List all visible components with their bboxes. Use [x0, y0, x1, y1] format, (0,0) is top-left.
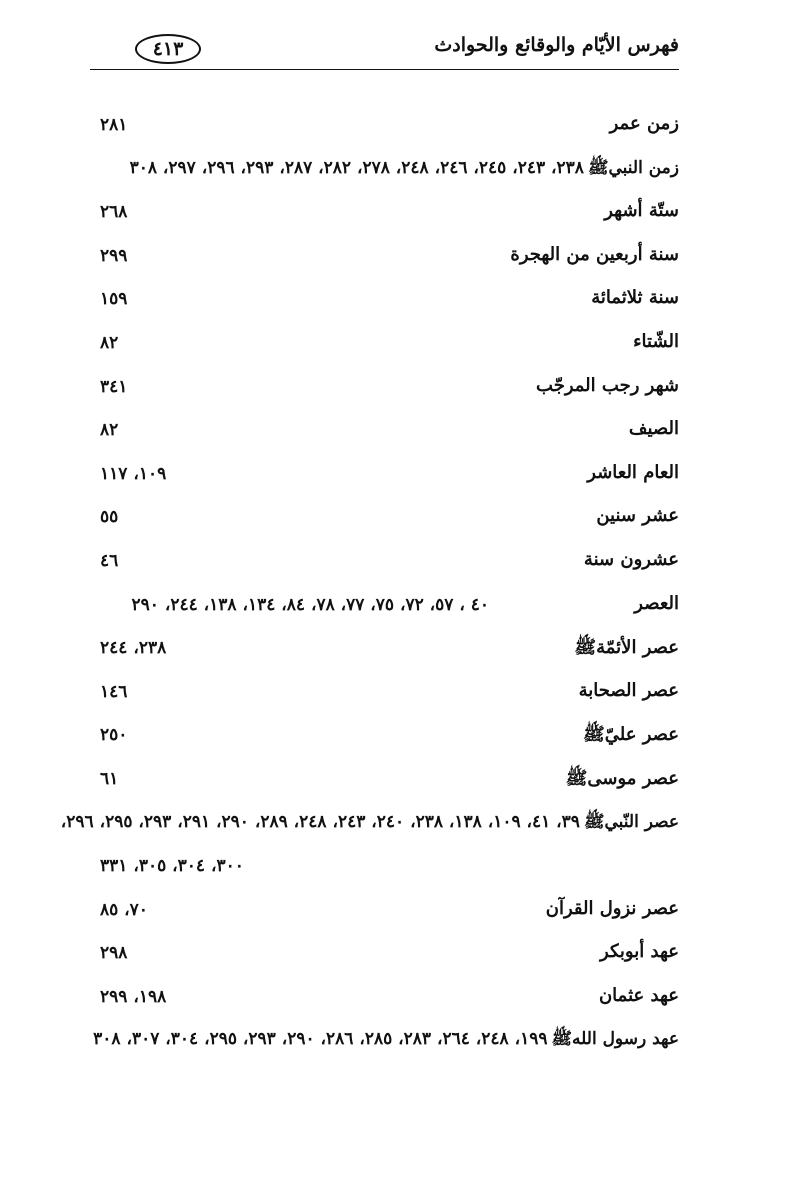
index-pages: ٢٣٨، ٢٤٣، ٢٤٥، ٢٤٦، ٢٤٨، ٢٧٨، ٢٨٢، ٢٨٧، ٢٩٣، ٢٩٦، ٢٩٧، ٣٠٨ [129, 157, 584, 178]
index-entries [60, 113, 679, 1072]
page-number: ٤١٣ [135, 34, 201, 64]
index-pages: ٢٩٨ [100, 943, 128, 964]
index-pages: ٣٠٠، ٣٠٤، ٣٠٥، ٣٣١ [100, 856, 244, 877]
index-entry [100, 767, 679, 811]
index-pages: ٧٠، ٨٥ [100, 899, 148, 920]
index-entry [100, 985, 679, 1029]
index-term: عصر الأئمّةﷺ [574, 637, 679, 659]
index-term: سنة أربعين من الهجرة [510, 243, 679, 265]
index-entry [100, 200, 679, 244]
index-entry [100, 113, 679, 157]
index-term: عصر نزول القرآن [545, 897, 679, 919]
index-pages: ١٤٦ [100, 681, 128, 702]
index-entry [100, 462, 679, 506]
index-entry [100, 331, 679, 375]
index-entry [100, 898, 679, 942]
index-term: زمن عمر [609, 113, 679, 134]
index-term: عصر الصحابة [578, 679, 679, 701]
index-pages: ٢٩٩ [100, 245, 128, 266]
index-entry [100, 244, 679, 288]
index-term: عشر سنين [596, 505, 679, 527]
index-pages: ٢٣٨، ٢٤٤ [100, 638, 167, 659]
index-term: عصر عليّﷺ [583, 724, 679, 746]
index-pages: ١٩٩، ٢٤٨، ٢٦٤، ٢٨٣، ٢٨٥، ٢٨٦، ٢٩٠، ٢٩٣، ٢٩٥، ٣٠٤، ٣٠٧، ٣٠٨ [93, 1029, 548, 1050]
index-term: زمن النبيﷺ [587, 157, 679, 178]
index-entry-continuation [100, 854, 679, 898]
index-entry [60, 811, 679, 855]
index-term: سنة ثلاثمائة [591, 287, 679, 309]
index-entry [100, 505, 679, 549]
index-term: العصر [634, 592, 679, 614]
index-term: عهد رسول اللهﷺ [551, 1029, 679, 1050]
index-term: عشرون سنة [583, 548, 679, 570]
index-entry [100, 549, 679, 593]
index-pages: ٦١ [100, 768, 119, 789]
index-term: ستّة أشهر [604, 200, 679, 222]
index-pages: ٤٦ [100, 550, 119, 571]
index-term: عصر النّبيﷺ [583, 811, 679, 832]
index-term: عهد أبوبكر [600, 941, 679, 963]
index-entry [100, 375, 679, 419]
index-pages: ١٩٨، ٢٩٩ [100, 986, 167, 1007]
index-pages: ٣٤١ [100, 376, 128, 397]
index-pages: ٨٢ [100, 332, 119, 353]
header-rule [90, 69, 679, 70]
index-pages: ٣٩، ٤١، ١٠٩، ١٣٨، ٢٣٨، ٢٤٠، ٢٤٣، ٢٤٨، ٢٨٩، ٢٩٠، ٢٩١، ٢٩٣، ٢٩٥، ٢٩٦، [60, 811, 580, 832]
index-pages: ٤٠ ، ٥٧، ٧٢، ٧٥، ٧٧، ٧٨، ٨٤، ١٣٤، ١٣٨، ٢٤٤، ٢٩٠ [131, 594, 489, 615]
index-term: عهد عثمان [598, 984, 679, 1006]
index-pages: ١٥٩ [100, 289, 128, 310]
index-line [61, 811, 679, 836]
index-line [130, 157, 679, 182]
index-pages: ٥٥ [100, 507, 119, 528]
running-header [90, 28, 679, 70]
index-entry [93, 1028, 679, 1072]
index-pages: ٨٢ [100, 420, 119, 441]
index-pages: ٢٨١ [100, 115, 128, 135]
running-title: فهرس الأيّام والوقائع والحوادث [434, 34, 679, 56]
index-entry [100, 418, 679, 462]
index-term: شهر رجب المرجّب [536, 374, 679, 396]
index-pages: ٢٥٠ [100, 725, 128, 746]
index-entry [100, 723, 679, 767]
index-entry [100, 157, 679, 201]
index-entry [100, 941, 679, 985]
index-entry [100, 636, 679, 680]
index-line [93, 1028, 679, 1053]
index-entry [100, 287, 679, 331]
index-term: الصيف [628, 418, 679, 440]
index-term: الشّتاء [633, 330, 679, 352]
index-entry [100, 680, 679, 724]
index-pages: ٢٦٨ [100, 202, 128, 223]
index-pages: ١٠٩، ١١٧ [100, 463, 167, 484]
index-term: العام العاشر [587, 461, 679, 483]
index-entry [100, 593, 679, 637]
index-term: عصر موسىﷺ [565, 767, 679, 789]
